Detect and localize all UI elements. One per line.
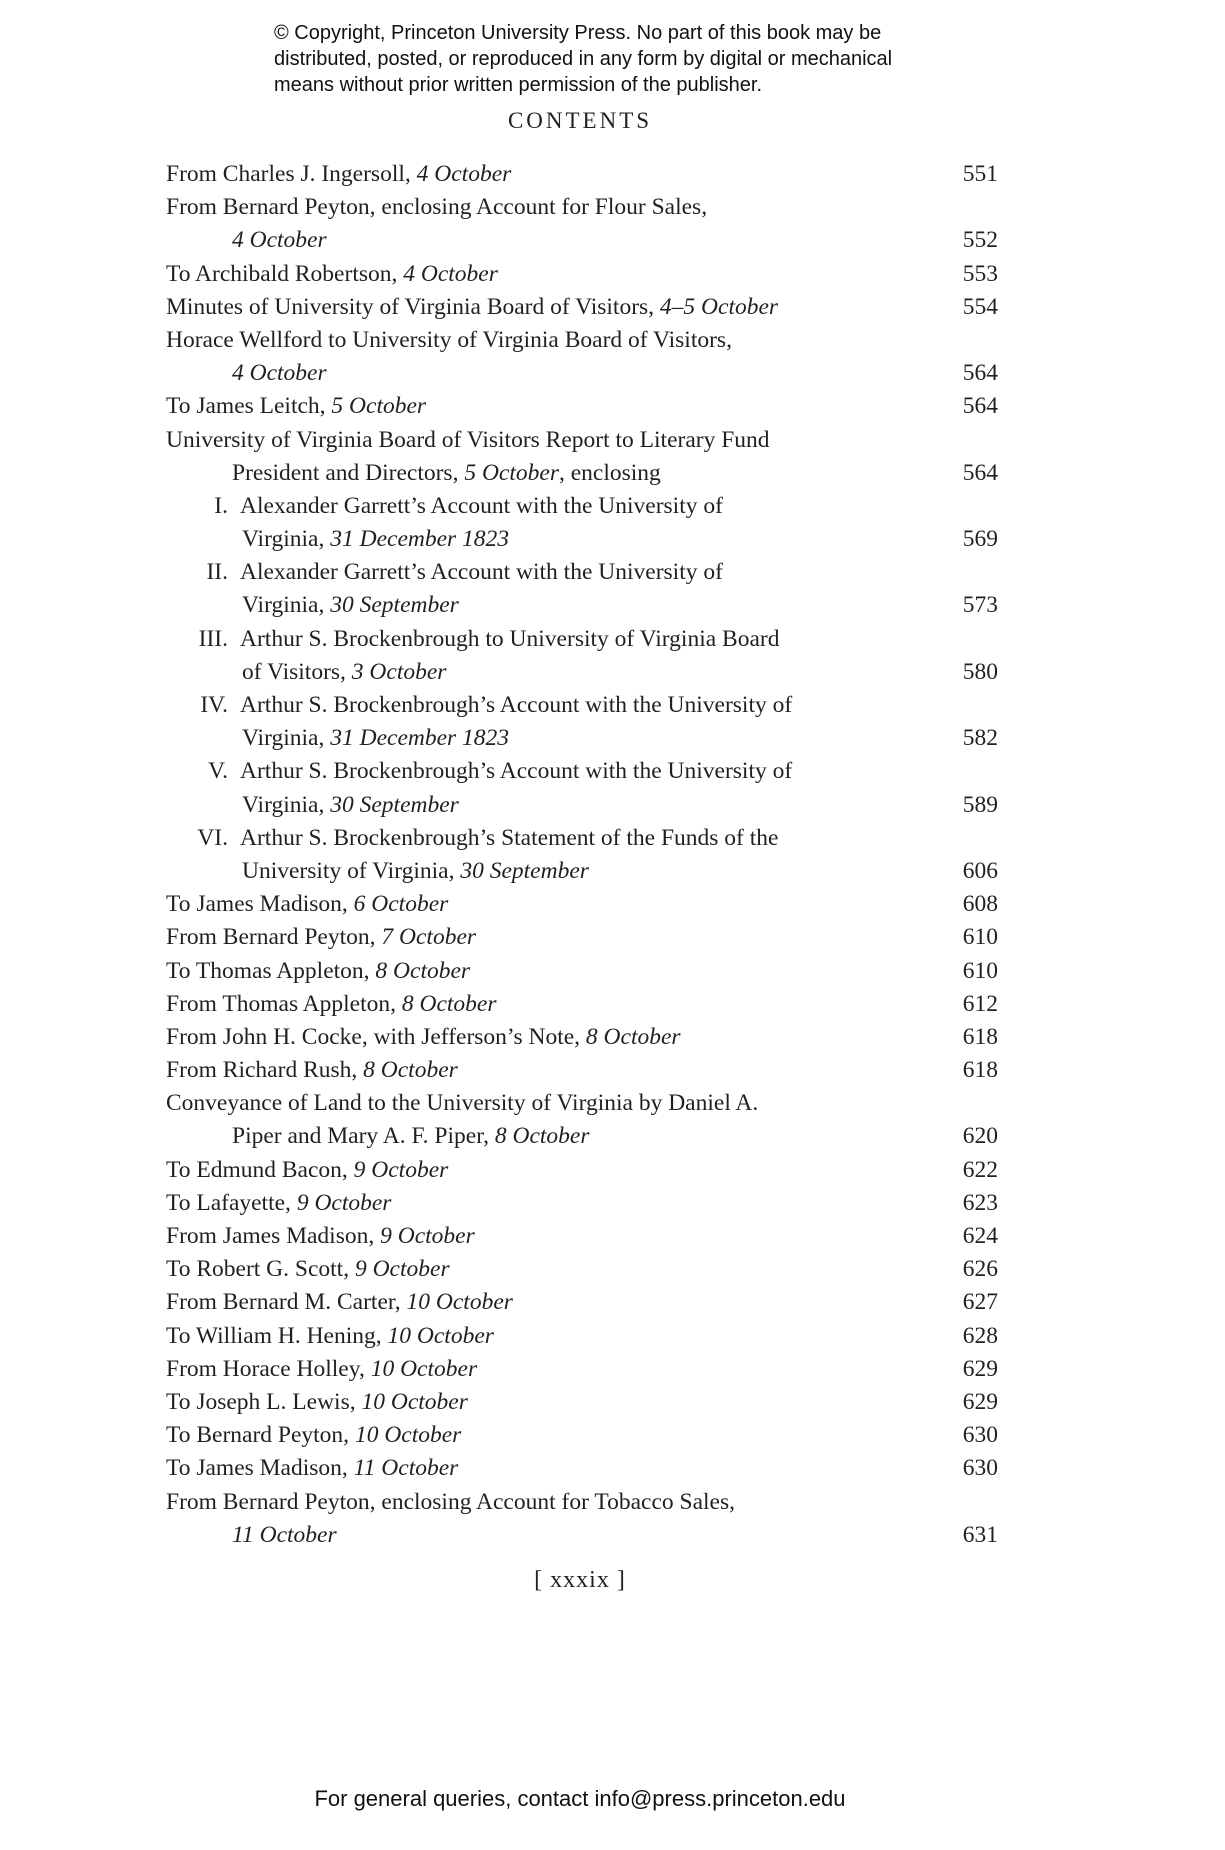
toc-entry-title: To Archibald Robertson, [166, 260, 398, 287]
toc-entry-date: 9 October [354, 1256, 450, 1283]
toc-entry-date: 4 October [416, 161, 512, 187]
footer-contact: For general queries, contact info@press.princeton.edu [314, 1786, 846, 1811]
toc-entry-line [166, 1320, 998, 1353]
toc-entry-date: 30 September [330, 592, 459, 619]
toc-page-number: 624 [962, 1223, 998, 1249]
toc-entry-line [166, 689, 998, 722]
toc-entry-line [166, 1353, 998, 1386]
toc-entry [166, 755, 998, 821]
toc-entry-title: Arthur S. Brockenbrough to University of Virginia Board [240, 625, 780, 652]
toc-entry-title: From Charles J. Ingersoll, [166, 161, 411, 187]
toc-entry-title: President and Directors, [232, 459, 459, 486]
toc-entry [166, 623, 998, 689]
toc-entry-date: 5 October [331, 393, 427, 420]
toc-page-number: 552 [962, 227, 998, 254]
toc-entry-line [166, 1154, 998, 1187]
toc-entry-line [166, 855, 998, 888]
toc-entry-date: 30 September [330, 791, 459, 818]
toc-entry-line [166, 1486, 998, 1519]
enclosure-numeral: V. [208, 758, 228, 785]
toc-page-number: 629 [962, 1355, 998, 1382]
toc-entry-title: From Richard Rush, [166, 1057, 358, 1084]
toc-entry-line [166, 589, 998, 622]
toc-entry-line [166, 490, 998, 523]
enclosure-numeral: VI. [197, 824, 228, 851]
toc-entry-title: To James Madison, [166, 891, 348, 918]
toc-entry [166, 1386, 998, 1419]
toc-entry [166, 1021, 998, 1054]
toc-entry-title: To Joseph L. Lewis, [166, 1388, 356, 1415]
toc-entry [166, 921, 998, 954]
toc-page-number: 630 [962, 1422, 998, 1449]
toc-entry-line [166, 1220, 998, 1253]
toc-entry [166, 955, 998, 988]
toc-entry-title: University of Virginia Board of Visitors Report to Literary Fund [166, 426, 770, 453]
toc-page-number: 553 [962, 260, 998, 287]
toc-page-number: 608 [962, 891, 998, 918]
toc-entry [166, 191, 998, 257]
toc-entry [166, 324, 998, 390]
toc-entry-date: 10 October [370, 1355, 478, 1382]
toc-entry-title: To Edmund Bacon, [166, 1156, 348, 1183]
toc-entry-date: 8 October [375, 957, 471, 984]
toc-page-number: 554 [962, 293, 998, 320]
toc-entry-title: To Robert G. Scott, [166, 1256, 350, 1283]
enclosure-numeral: IV. [200, 692, 228, 718]
toc-entry-date: 7 October [381, 924, 477, 951]
toc-page-number: 630 [962, 1455, 998, 1482]
toc-entry-title: Arthur S. Brockenbrough’s Account with the University of [240, 692, 793, 718]
toc-page-number: 606 [962, 857, 998, 884]
toc-page-number: 564 [962, 459, 998, 486]
toc-entry-title: Piper and Mary A. F. Piper, [232, 1123, 489, 1150]
toc-entry-date: 9 October [380, 1223, 475, 1249]
toc-entry-title: Minutes of University of Virginia Board of Visitors, [166, 293, 655, 320]
toc-page-number: 628 [962, 1322, 998, 1349]
toc-entry-date: 8 October [401, 990, 497, 1017]
copyright-line: distributed, posted, or reproduced in any form by digital or mechanical [274, 48, 893, 70]
toc-entry-date: 6 October [353, 891, 449, 918]
toc-entry [166, 490, 998, 556]
table-of-contents [166, 158, 998, 1552]
toc-page-number: 580 [962, 658, 998, 685]
toc-entry-line [166, 1054, 998, 1087]
toc-entry [166, 1253, 998, 1286]
toc-entry-line [166, 1253, 998, 1286]
toc-entry-date: 8 October [363, 1057, 458, 1084]
toc-entry-line [166, 656, 998, 689]
toc-entry-date: 3 October [351, 658, 447, 685]
toc-entry-title: Arthur S. Brockenbrough’s Statement of the Funds of the [240, 824, 779, 851]
toc-entry-suffix: , enclosing [558, 459, 661, 486]
toc-page-number: 573 [962, 592, 998, 619]
toc-entry-title: From James Madison, [166, 1223, 375, 1249]
enclosure-numeral: II. [206, 559, 228, 586]
toc-entry-title: Alexander Garrett’s Account with the University of [240, 492, 723, 519]
toc-entry-date: 31 December 1823 [330, 526, 510, 553]
toc-entry-line [166, 424, 998, 457]
toc-page-number: 623 [962, 1189, 998, 1216]
toc-entry-title: Alexander Garrett’s Account with the University of [240, 559, 723, 586]
toc-entry-line [166, 1419, 998, 1452]
toc-entry-title: From John H. Cocke, with Jefferson’s Note, [166, 1023, 581, 1050]
toc-entry-line [166, 1386, 998, 1419]
toc-page-number: 618 [962, 1023, 998, 1050]
toc-entry-line [166, 623, 998, 656]
toc-entry-date: 9 October [353, 1156, 449, 1183]
toc-entry-date: 10 October [361, 1388, 468, 1415]
toc-entry [166, 988, 998, 1021]
toc-entry-line [166, 324, 998, 357]
toc-entry-title: Conveyance of Land to the University of Virginia by Daniel A. [166, 1090, 759, 1117]
toc-page-number: 564 [962, 360, 998, 387]
toc-entry [166, 1320, 998, 1353]
toc-entry-title: From Bernard Peyton, enclosing Account for Tobacco Sales, [166, 1488, 735, 1515]
toc-entry-line [166, 822, 998, 855]
toc-entry-date: 4 October [232, 227, 327, 254]
toc-entry-line [166, 1519, 998, 1552]
toc-entry-date: 8 October [585, 1023, 681, 1050]
toc-entry-date: 5 October [464, 459, 559, 486]
toc-page-number: 610 [962, 957, 998, 984]
toc-entry [166, 291, 998, 324]
toc-entry-line [166, 1120, 998, 1153]
toc-entry-line [166, 158, 998, 191]
toc-entry-line [166, 988, 998, 1021]
toc-entry-date: 11 October [353, 1455, 459, 1482]
toc-page-number: 582 [962, 725, 998, 752]
toc-entry-title: From Thomas Appleton, [166, 990, 396, 1017]
toc-page-number: 626 [962, 1256, 998, 1283]
toc-entry-line [166, 224, 998, 257]
toc-page-number: 612 [962, 990, 998, 1017]
toc-entry-line [166, 191, 998, 224]
toc-entry-line [166, 1452, 998, 1485]
toc-entry-title: Virginia, [242, 791, 325, 818]
toc-entry-date: 4–5 October [659, 293, 779, 320]
toc-page-number: 631 [962, 1521, 998, 1548]
toc-entry [166, 1353, 998, 1386]
toc-entry [166, 1486, 998, 1552]
toc-entry-title: To Bernard Peyton, [166, 1422, 350, 1449]
toc-page-number: 618 [962, 1057, 998, 1084]
toc-entry-title: Virginia, [242, 592, 325, 619]
toc-entry-title: To William H. Hening, [166, 1322, 382, 1349]
toc-entry-date: 30 September [460, 857, 589, 884]
toc-entry-title: From Bernard Peyton, [166, 924, 376, 951]
toc-entry [166, 424, 998, 490]
toc-entry-title: University of Virginia, [242, 857, 455, 884]
toc-entry-date: 11 October [232, 1521, 337, 1548]
toc-entry-title: Virginia, [242, 725, 325, 752]
toc-entry-title: From Horace Holley, [166, 1355, 365, 1382]
toc-entry [166, 1419, 998, 1452]
toc-entry-title: To Lafayette, [166, 1189, 291, 1216]
toc-entry-line [166, 1087, 998, 1120]
toc-entry-line [166, 390, 998, 423]
toc-entry-line [166, 1187, 998, 1220]
toc-page-number: 569 [962, 526, 998, 553]
toc-entry-line [166, 789, 998, 822]
toc-entry-date: 10 October [354, 1422, 462, 1449]
toc-entry [166, 689, 998, 755]
toc-entry [166, 390, 998, 423]
copyright-line: © Copyright, Princeton University Press. No part of this book may be [274, 22, 882, 44]
toc-entry-line [166, 556, 998, 589]
toc-entry-line [166, 1021, 998, 1054]
toc-entry-line [166, 888, 998, 921]
copyright-line: means without prior written permission of the publisher. [274, 74, 763, 96]
toc-entry-title: To James Madison, [166, 1455, 348, 1482]
toc-entry-title: From Bernard Peyton, enclosing Account for Flour Sales, [166, 194, 708, 221]
toc-entry-date: 8 October [494, 1123, 590, 1150]
toc-entry-line [166, 755, 998, 788]
toc-entry-date: 9 October [296, 1189, 392, 1216]
toc-entry [166, 1187, 998, 1220]
enclosure-numeral: I. [214, 492, 228, 519]
toc-entry-date: 31 December 1823 [330, 725, 510, 752]
toc-entry-line [166, 457, 998, 490]
toc-entry [166, 1087, 998, 1153]
toc-page-number: 620 [962, 1123, 998, 1150]
toc-entry-line [166, 291, 998, 324]
toc-entry-line [166, 921, 998, 954]
page-folio: [ xxxix ] [534, 1567, 626, 1593]
toc-entry [166, 888, 998, 921]
toc-entry-line [166, 357, 998, 390]
toc-entry-title: To James Leitch, [166, 393, 326, 420]
toc-entry [166, 822, 998, 888]
toc-page-number: 551 [962, 161, 998, 187]
copyright-notice [274, 20, 994, 98]
toc-entry [166, 556, 998, 622]
toc-page-number: 610 [962, 924, 998, 951]
toc-page-number: 589 [962, 791, 998, 818]
toc-entry-date: 10 October [387, 1322, 494, 1349]
toc-page-number: 627 [962, 1289, 998, 1316]
toc-entry [166, 258, 998, 291]
toc-entry [166, 1452, 998, 1485]
toc-entry-line [166, 258, 998, 291]
toc-entry [166, 1220, 998, 1253]
toc-entry-date: 10 October [406, 1289, 513, 1316]
toc-entry-title: of Visitors, [242, 658, 346, 685]
toc-entry-date: 4 October [403, 260, 498, 287]
toc-page-number: 564 [962, 393, 998, 420]
toc-entry-line [166, 955, 998, 988]
toc-entry-date: 4 October [232, 360, 327, 387]
enclosure-numeral: III. [198, 625, 228, 652]
toc-entry-title: Virginia, [242, 526, 325, 553]
toc-page-number: 629 [962, 1388, 998, 1415]
toc-entry [166, 1154, 998, 1187]
toc-entry-title: To Thomas Appleton, [166, 957, 370, 984]
toc-entry-title: Horace Wellford to University of Virginia Board of Visitors, [166, 326, 732, 353]
toc-entry-title: From Bernard M. Carter, [166, 1289, 401, 1316]
toc-page-number: 622 [962, 1156, 998, 1183]
page-title: CONTENTS [507, 108, 653, 133]
toc-entry-line [166, 523, 998, 556]
toc-entry-title: Arthur S. Brockenbrough’s Account with the University of [240, 758, 793, 785]
toc-entry [166, 158, 998, 191]
toc-entry-line [166, 1286, 998, 1319]
toc-entry-line [166, 722, 998, 755]
toc-entry [166, 1286, 998, 1319]
toc-entry [166, 1054, 998, 1087]
